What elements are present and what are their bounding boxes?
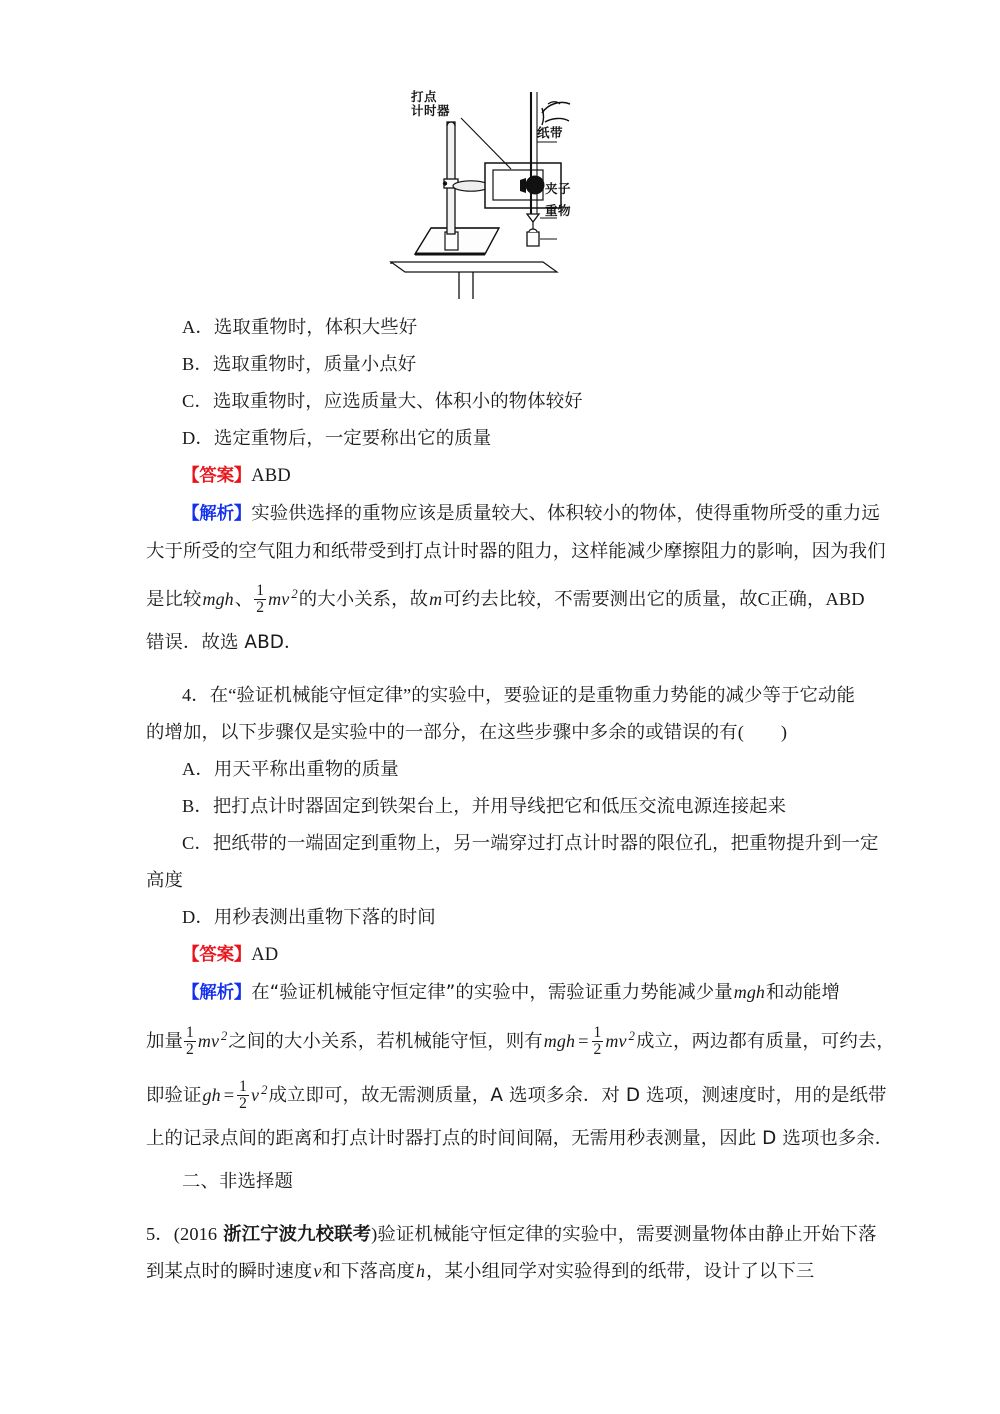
q3-sol3-d: 可约去比较，不需要测出它的质量，故: [443, 589, 758, 611]
spacer-q3-q4: [146, 661, 854, 677]
q3-sol3-e: 正确，: [769, 589, 826, 611]
math-gh: gh: [202, 1085, 221, 1106]
math-equals-2: =: [223, 1085, 235, 1106]
math-v: v: [251, 1085, 260, 1106]
q4-sol2-a: 加量: [146, 1031, 183, 1053]
q4-answer-value: AD: [251, 944, 279, 966]
q5-source: 浙江宁波九校联考: [223, 1224, 372, 1246]
document-body: [146, 301, 895, 1290]
figure-label-timer-line2: 计时器: [411, 103, 451, 118]
q5-stem-line-2: [146, 1253, 854, 1290]
q4-solution-line-1: [146, 974, 854, 1012]
apparatus-diagram: [385, 86, 615, 301]
q4-sol2-c: 成立，两边都有质量，可约去，: [635, 1031, 895, 1053]
q5-number: 5: [146, 1224, 156, 1245]
spacer-section2-q5: [146, 1200, 854, 1216]
answer-tag: 【答案】: [182, 945, 252, 966]
q3-solution-line-4: 错误．故选 ABD．: [146, 632, 303, 654]
q3-answer-value: ABD: [251, 465, 291, 486]
figure-label-timer: [411, 90, 450, 118]
fraction-numerator: 1: [593, 1023, 602, 1041]
q3-solution-line-3: [146, 570, 865, 624]
q4-number: 4: [182, 685, 192, 706]
math-v-symbol: v: [313, 1261, 322, 1282]
math-mgh-2: mgh: [543, 1031, 576, 1052]
q3-option-d: D．选定重物后，一定要称出它的质量: [182, 428, 492, 448]
q3-answer-row: [146, 457, 854, 495]
q3-sol3-b: 、: [234, 589, 254, 611]
solution-tag: 【解析】: [182, 983, 252, 1004]
math-m: m: [429, 589, 443, 610]
q3-option-b: B．选取重物时，质量小点好: [182, 354, 417, 374]
apparatus-svg: [385, 86, 615, 301]
q5-paren-close: ): [371, 1224, 378, 1245]
q4-solution-line-4: 上的记录点间的距离和打点计时器打点的时间间隔，无需用秒表测量，因此 D 选项也多余．: [146, 1128, 894, 1150]
q5-sol2-c: ，某小组同学对实验得到的纸带，设计了以下三: [426, 1261, 815, 1283]
q4-stem-line-2: 的增加，以下步骤仅是实验中的一部分，在这些步骤中多余的或错误的有( ): [146, 722, 788, 743]
figure-label-weight: 重物: [545, 203, 572, 218]
math-mv-exponent: 2: [291, 587, 298, 601]
fraction-denominator: 2: [593, 1040, 602, 1058]
q5-sol2-a: 到某点时的瞬时速度: [146, 1261, 313, 1283]
solution-tag: 【解析】: [182, 504, 252, 524]
q3-sol3-a: 是比较: [146, 589, 202, 611]
q4-sol3-a: 即验证: [146, 1085, 202, 1107]
math-h-symbol: h: [415, 1261, 426, 1282]
q4-sol1-a: 在“验证机械能守恒定律”的实验中，需验证重力势能减少量: [251, 982, 733, 1004]
q4-stem-line-1: [146, 677, 854, 714]
figure-label-clip: 夹子: [545, 181, 572, 196]
q5-stem-text-1: 验证机械能守恒定律的实验中，需要测量物体由静止开始下落: [377, 1224, 877, 1246]
math-fraction-half: [254, 583, 266, 616]
fraction-denominator: 2: [185, 1040, 194, 1058]
section-heading-non-choice: 二、非选择题: [182, 1171, 293, 1192]
q4-solution-line-2: [146, 1012, 895, 1066]
math-mgh: mgh: [202, 589, 234, 610]
fraction-denominator: 2: [239, 1094, 248, 1112]
math-equals: =: [578, 1031, 589, 1052]
q5-stem-line-1: [146, 1216, 877, 1253]
q4-sol1-b: 和动能增: [766, 982, 841, 1004]
math-fraction-half: [184, 1025, 196, 1058]
q3-sol3-optionC: C: [757, 589, 770, 610]
q4-answer-row: [146, 936, 854, 974]
fraction-denominator: 2: [256, 598, 265, 616]
q5-sol2-b: 和下落高度: [322, 1261, 415, 1283]
figure-label-timer-line1: 打点: [411, 89, 438, 104]
math-mv-exponent-2: 2: [628, 1029, 635, 1044]
q4-option-b: B．把打点计时器固定到铁架台上，并用导线把它和低压交流电源连接起来: [182, 796, 787, 817]
q5-year: 2016: [180, 1224, 218, 1245]
math-v-exponent: 2: [261, 1083, 268, 1098]
q3-option-c: C．选取重物时，应选质量大、体积小的物体较好: [182, 391, 583, 411]
q4-stem-text-1: ．在“验证机械能守恒定律”的实验中，要验证的是重物重力势能的减少等于它动能: [191, 685, 855, 706]
q5-paren-open: (: [173, 1224, 181, 1245]
fraction-numerator: 1: [239, 1078, 248, 1096]
q4-sol3-b: 成立即可，故无需测质量，A 选项多余．对 D 选项，测速度时，用的是纸带: [268, 1085, 887, 1107]
q3-solution-line-2: 大于所受的空气阻力和纸带受到打点计时器的阻力，这样能减少摩擦阻力的影响，因为我们: [146, 541, 886, 562]
q3-solution-text-1: 实验供选择的重物应该是质量较大、体积较小的物体，使得重物所受的重力远: [251, 503, 880, 524]
q4-option-d: D．用秒表测出重物下落的时间: [182, 907, 436, 928]
q4-sol2-b: 之间的大小关系，若机械能守恒，则有: [228, 1031, 543, 1053]
math-mv-2: mv: [605, 1031, 627, 1052]
math-mv: mv: [197, 1031, 220, 1052]
q5-dot: ．: [155, 1224, 174, 1245]
answer-tag: 【答案】: [182, 466, 252, 486]
figure-region: [0, 0, 1000, 301]
fraction-numerator: 1: [185, 1023, 194, 1041]
q4-option-a: A．用天平称出重物的质量: [182, 759, 399, 780]
math-fraction-half-2: [592, 1025, 604, 1058]
math-fraction-half-3: [237, 1079, 249, 1112]
q3-sol3-c: 的大小关系，故: [298, 589, 429, 611]
q4-option-c: C．把纸带的一端固定到重物上，另一端穿过打点计时器的限位孔，把重物提升到一定: [182, 833, 879, 854]
figure-label-tape: 纸带: [537, 125, 564, 140]
fraction-numerator: 1: [256, 581, 265, 599]
math-mgh: mgh: [733, 982, 766, 1003]
q3-option-a: A．选取重物时，体积大些好: [182, 317, 418, 337]
math-mv: mv: [268, 589, 290, 610]
q4-option-c-cont: 高度: [146, 870, 183, 891]
q4-solution-line-3: [146, 1066, 887, 1120]
q3-solution-line-1: [146, 495, 880, 533]
math-mv-exponent: 2: [221, 1029, 228, 1044]
q3-sol3-ABD: ABD: [825, 589, 865, 610]
